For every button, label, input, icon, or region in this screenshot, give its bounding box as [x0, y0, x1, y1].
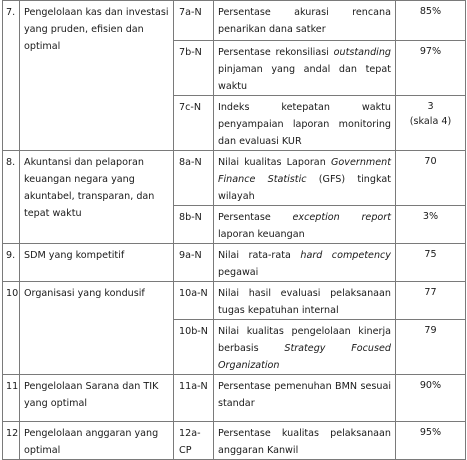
indicator-code: 10b-N	[174, 320, 214, 375]
table-row	[3, 1, 466, 41]
strategic-goal: Pengelolaan Sarana dan TIK yang optimal	[20, 375, 174, 422]
row-number: 11	[3, 375, 20, 422]
indicator-code: 7b-N	[174, 41, 214, 96]
indicator-text: Indeks ketepatan waktu penyampaian laporan monitoring dan evaluasi KUR	[218, 102, 391, 147]
target-number: 3%	[422, 211, 439, 222]
row-number: 7.	[3, 1, 20, 151]
table-row	[3, 282, 466, 320]
indicator-text: Persentase	[218, 212, 293, 223]
indicator-text-tail: laporan keuangan	[218, 229, 305, 240]
indicator-italic-term: Strategy Focused Organization	[218, 343, 391, 371]
indicator-description	[214, 41, 396, 96]
indicator-description	[214, 375, 396, 422]
target-number: 75	[424, 249, 437, 260]
strategic-goal: Organisasi yang kondusif	[20, 282, 174, 375]
target-value	[396, 244, 466, 282]
target-number: 70	[424, 156, 437, 167]
table-row	[3, 151, 466, 206]
indicator-text: Persentase rekonsiliasi	[218, 47, 334, 58]
indicator-italic-term: Government Finance Statistic	[218, 157, 391, 185]
indicator-text: Nilai kualitas Laporan	[218, 157, 331, 168]
target-value	[396, 320, 466, 375]
target-value	[396, 41, 466, 96]
strategic-goal: Pengelolaan kas dan investasi yang pruden, efisien dan optimal	[20, 1, 174, 151]
indicator-text-tail: pegawai	[218, 267, 259, 278]
performance-indicator-table	[2, 0, 466, 460]
table-row	[3, 422, 466, 460]
target-value	[396, 422, 466, 460]
target-number: 90%	[419, 380, 442, 391]
target-value	[396, 1, 466, 41]
indicator-text: Nilai kualitas pengelolaan kinerja berbasis	[218, 326, 391, 354]
indicator-description	[214, 96, 396, 151]
target-number: 77	[424, 287, 437, 298]
indicator-italic-term: hard competency	[300, 250, 391, 261]
target-number: 85%	[419, 6, 442, 17]
indicator-code: 12a-CP	[174, 422, 214, 460]
indicator-italic-term: outstanding	[333, 47, 391, 58]
indicator-description	[214, 244, 396, 282]
indicator-description	[214, 320, 396, 375]
target-value	[396, 96, 466, 151]
strategic-goal: SDM yang kompetitif	[20, 244, 174, 282]
indicator-code: 7a-N	[174, 1, 214, 41]
indicator-text: Persentase pemenuhan BMN sesuai standar	[218, 381, 391, 409]
row-number: 10	[3, 282, 20, 375]
indicator-code: 11a-N	[174, 375, 214, 422]
indicator-text-tail: (GFS) tingkat wilayah	[218, 174, 391, 202]
target-number: 3	[427, 101, 434, 112]
strategic-goal: Akuntansi dan pelaporan keuangan negara yang akuntabel, transparan, dan tepat waktu	[20, 151, 174, 244]
target-note: (skala 4)	[409, 116, 452, 127]
target-value	[396, 151, 466, 206]
indicator-code: 10a-N	[174, 282, 214, 320]
target-number: 95%	[419, 427, 442, 438]
indicator-code: 8a-N	[174, 151, 214, 206]
target-value	[396, 206, 466, 244]
indicator-italic-term: exception report	[292, 212, 391, 223]
indicator-text: Nilai rata-rata	[218, 250, 301, 261]
row-number: 8.	[3, 151, 20, 244]
indicator-code: 7c-N	[174, 96, 214, 151]
indicator-text: Persentase kualitas pelaksanaan anggaran Kanwil	[218, 428, 391, 456]
row-number: 9.	[3, 244, 20, 282]
indicator-text-tail: pinjaman yang andal dan tepat waktu	[218, 64, 391, 92]
target-number: 97%	[419, 46, 442, 57]
row-number: 12	[3, 422, 20, 460]
indicator-description	[214, 1, 396, 41]
indicator-code: 8b-N	[174, 206, 214, 244]
indicator-text: Nilai hasil evaluasi pelaksanaan tugas kepatuhan internal	[218, 288, 391, 316]
target-value	[396, 375, 466, 422]
table-row	[3, 244, 466, 282]
indicator-description	[214, 282, 396, 320]
table-row	[3, 375, 466, 422]
target-number: 79	[424, 325, 437, 336]
target-value	[396, 282, 466, 320]
indicator-description	[214, 422, 396, 460]
indicator-text: Persentase akurasi rencana penarikan dana satker	[218, 7, 391, 35]
indicator-description	[214, 151, 396, 206]
strategic-goal: Pengelolaan anggaran yang optimal	[20, 422, 174, 460]
indicator-description	[214, 206, 396, 244]
indicator-code: 9a-N	[174, 244, 214, 282]
